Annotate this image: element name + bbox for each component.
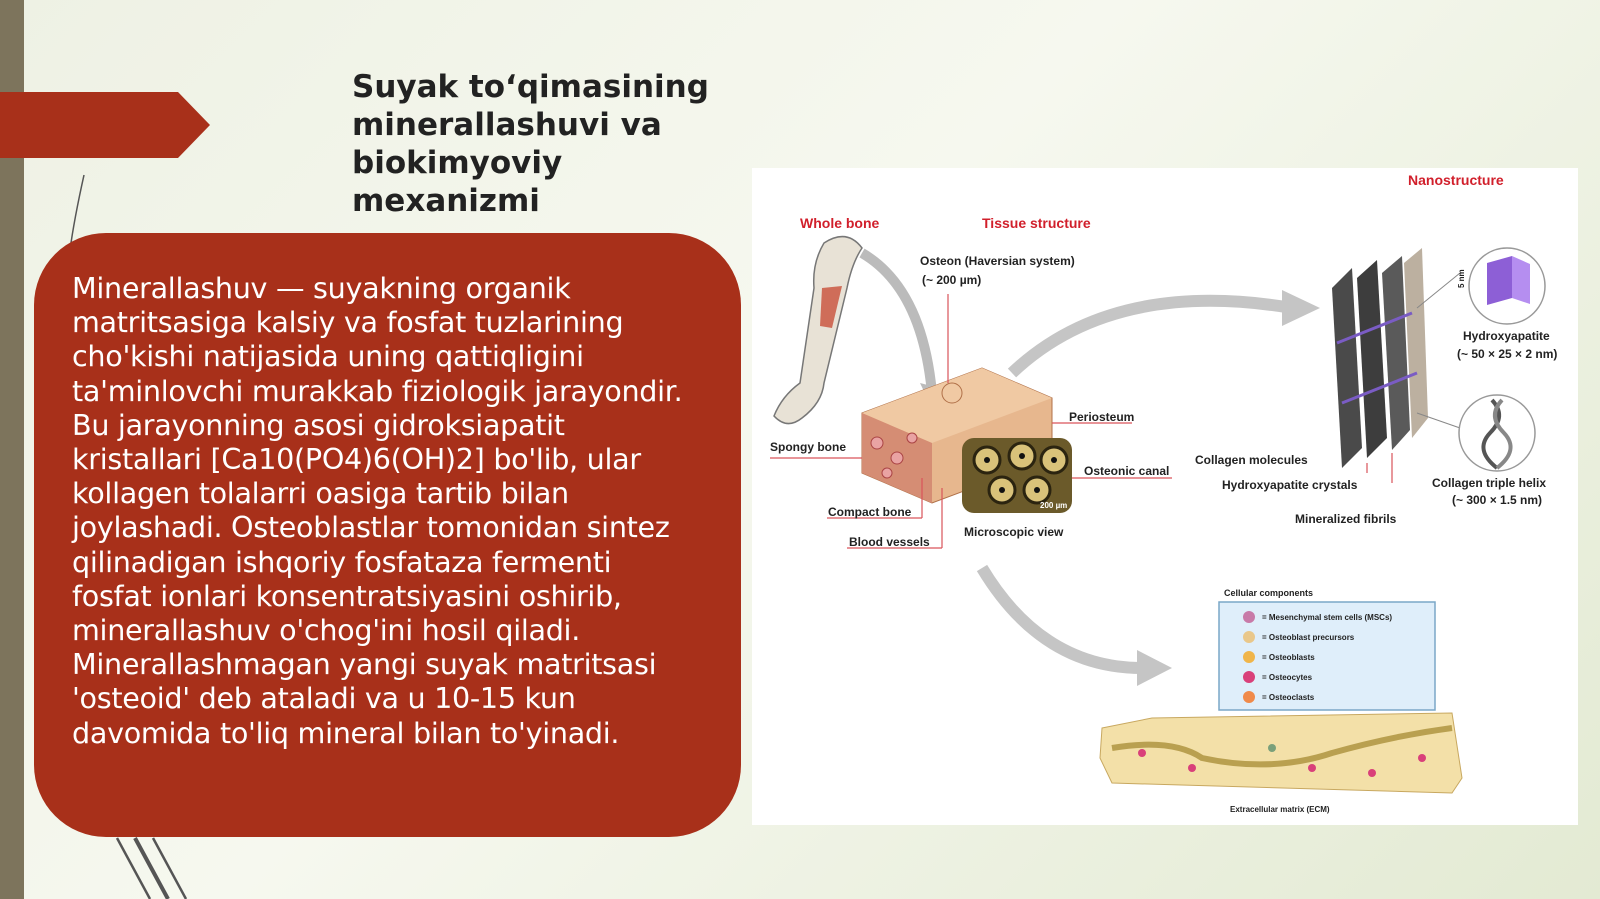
label-ecm: Extracellular matrix (ECM) xyxy=(1230,805,1330,814)
label-compact-bone: Compact bone xyxy=(828,505,912,519)
mineralized-fibrils-illustration xyxy=(1332,248,1428,468)
label-spongy-bone: Spongy bone xyxy=(770,440,846,454)
arrow-tissue-to-nano xyxy=(1012,301,1292,373)
label-periosteum: Periosteum xyxy=(1069,410,1135,424)
femur-bone-illustration xyxy=(774,237,862,424)
title-arrow-tag xyxy=(0,92,210,158)
legend-title: Cellular components xyxy=(1224,588,1314,598)
label-microscopic-view: Microscopic view xyxy=(964,525,1064,539)
label-collagen-molecules: Collagen molecules xyxy=(1195,453,1308,467)
crystal-dimension: 5 nm xyxy=(1457,269,1466,288)
legend-item-osteoblast-precursors: = Osteoblast precursors xyxy=(1262,633,1355,642)
heading-nanostructure: Nanostructure xyxy=(1408,172,1504,188)
microscopic-view-illustration xyxy=(962,438,1072,513)
body-text-box xyxy=(34,233,741,837)
arrow-tissue-to-cells xyxy=(982,568,1142,668)
legend-item-osteoclasts: = Osteoclasts xyxy=(1262,693,1315,702)
extracellular-matrix-illustration xyxy=(1100,713,1462,793)
legend-item-mscs: = Mesenchymal stem cells (MSCs) xyxy=(1262,613,1393,622)
label-collagen-triple-helix-size: (~ 300 × 1.5 nm) xyxy=(1452,493,1543,507)
label-osteon: Osteon (Haversian system) xyxy=(920,254,1075,268)
bone-structure-figure xyxy=(752,168,1578,825)
label-osteon-size: (~ 200 µm) xyxy=(922,273,982,287)
hydroxyapatite-crystal-illustration xyxy=(1457,248,1545,324)
label-collagen-triple-helix: Collagen triple helix xyxy=(1432,476,1547,490)
bone-hierarchy-diagram xyxy=(752,168,1578,825)
scale-label: 200 µm xyxy=(1040,501,1068,510)
label-hydroxyapatite-size: (~ 50 × 25 × 2 nm) xyxy=(1457,347,1558,361)
slide-title: Suyak to‘qimasining minerallashuvi va biokimyoviy mexanizmi xyxy=(352,69,709,219)
label-hydroxyapatite: Hydroxyapatite xyxy=(1463,329,1550,343)
legend-item-osteocytes: = Osteocytes xyxy=(1262,673,1313,682)
collagen-triple-helix-illustration xyxy=(1459,395,1535,471)
label-hydroxyapatite-crystals: Hydroxyapatite crystals xyxy=(1222,478,1358,492)
heading-tissue-structure: Tissue structure xyxy=(982,215,1091,231)
cellular-components-legend xyxy=(1219,588,1435,710)
label-blood-vessels: Blood vessels xyxy=(849,535,930,549)
body-text: Minerallashuv — suyakning organik matritsasiga kalsiy va fosfat tuzlarining cho'kishi natijasida uning qattiqligini ta'minlovchi murakkab fiziologik jarayondir. Bu jarayonning asosi gidroksiapatit kristallari [Ca10(PO4)6(OH)2] bo'lib, ular kollagen tolalarri oasiga tartib bilan joylashadi. Osteoblastlar tomonidan sintez qilinadigan ishqoriy fosfataza fermenti fosfat ionlari konsentratsiyasini oshirib, minerallashuv o'chog'ini hosil qiladi. Minerallashmagan yangi suyak matritsasi 'osteoid' deb ataladi va u 10-15 kun davomida to'liq mineral bilan to'yinadi. xyxy=(72,271,683,750)
label-osteonic-canal: Osteonic canal xyxy=(1084,464,1170,478)
heading-whole-bone: Whole bone xyxy=(800,215,880,231)
label-mineralized-fibrils: Mineralized fibrils xyxy=(1295,512,1397,526)
legend-item-osteoblasts: = Osteoblasts xyxy=(1262,653,1315,662)
